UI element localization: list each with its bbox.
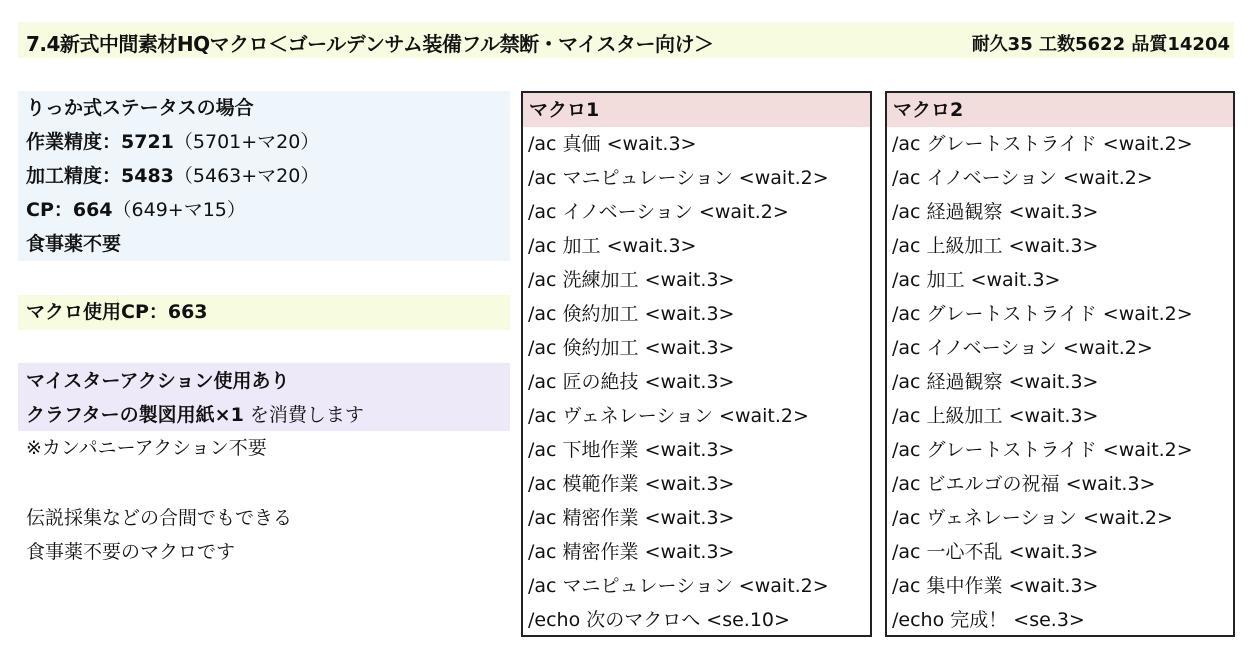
macro2-panel [885, 91, 1235, 637]
cp-line [26, 193, 246, 227]
meister-consume: を消費します [243, 404, 364, 426]
macro2-line: /ac 集中作業 <wait.3> [892, 575, 1099, 597]
macro2-line: /ac グレートストライド <wait.2> [892, 303, 1193, 325]
macro2-line: /ac 一心不乱 <wait.3> [892, 541, 1099, 563]
macro1-line: /ac 下地作業 <wait.3> [528, 439, 735, 461]
meister-line2 [26, 398, 364, 432]
cp-label: CP：664 [26, 199, 113, 221]
macro1-line: /ac 匠の絶技 <wait.3> [528, 371, 735, 393]
macro2-line: /ac 加工 <wait.3> [892, 269, 1061, 291]
macro2-line: /echo 完成！ <se.3> [892, 609, 1085, 631]
macro1-line: /ac 倹約加工 <wait.3> [528, 337, 735, 359]
macro1-line: /ac 倹約加工 <wait.3> [528, 303, 735, 325]
macro1-line: /ac マニピュレーション <wait.2> [528, 575, 829, 597]
control-line [26, 159, 319, 193]
macro2-title: マクロ2 [887, 93, 1233, 127]
macro2-line: /ac イノベーション <wait.2> [892, 337, 1153, 359]
control-label: 加工精度：5483 [26, 165, 174, 187]
company-action-note: ※カンパニーアクション不要 [26, 437, 267, 459]
macro1-line: /ac 精密作業 <wait.3> [528, 541, 735, 563]
craftsmanship-label: 作業精度：5721 [26, 131, 174, 153]
status-heading: りっか式ステータスの場合 [26, 97, 254, 119]
cp-note: （649+マ15） [112, 199, 246, 221]
macro1-line: /echo 次のマクロへ <se.10> [528, 609, 790, 631]
macro1-line: /ac イノベーション <wait.2> [528, 201, 789, 223]
macro2-line: /ac イノベーション <wait.2> [892, 167, 1153, 189]
macro1-line: /ac ヴェネレーション <wait.2> [528, 405, 809, 427]
page-header [18, 22, 1234, 58]
craftsmanship-line [26, 125, 319, 159]
macro1-line: /ac 真価 <wait.3> [528, 133, 697, 155]
macro2-line: /ac 経過観察 <wait.3> [892, 201, 1099, 223]
macro1-title: マクロ1 [523, 93, 870, 127]
macro-cp: マクロ使用CP：663 [26, 301, 208, 323]
macro2-line: /ac 上級加工 <wait.3> [892, 405, 1099, 427]
macro2-line: /ac グレートストライド <wait.2> [892, 133, 1193, 155]
macro2-line: /ac ビエルゴの祝福 <wait.3> [892, 473, 1156, 495]
macro2-line: /ac 経過観察 <wait.3> [892, 371, 1099, 393]
food-note: 食事薬不要 [26, 233, 122, 255]
macro2-line: /ac グレートストライド <wait.2> [892, 439, 1193, 461]
meister-line1: マイスターアクション使用あり [26, 370, 290, 392]
macro1-panel [521, 91, 872, 637]
macro1-line: /ac マニピュレーション <wait.2> [528, 167, 829, 189]
macro1-line: /ac 加工 <wait.3> [528, 235, 697, 257]
macro1-line: /ac 精密作業 <wait.3> [528, 507, 735, 529]
note-line2: 食事薬不要のマクロです [26, 541, 236, 563]
control-note: （5463+マ20） [173, 165, 320, 187]
recipe-stats: 耐久35 工数5622 品質14204 [971, 34, 1230, 55]
macro2-line: /ac ヴェネレーション <wait.2> [892, 507, 1173, 529]
macro2-line: /ac 上級加工 <wait.3> [892, 235, 1099, 257]
macro1-line: /ac 洗練加工 <wait.3> [528, 269, 735, 291]
macro1-line: /ac 模範作業 <wait.3> [528, 473, 735, 495]
craftsmanship-note: （5701+マ20） [173, 131, 320, 153]
note-line1: 伝説採集などの合間でもできる [26, 507, 293, 529]
meister-item: クラフターの製図用紙×1 [26, 404, 244, 426]
page-title: 7.4新式中間素材HQマクロ＜ゴールデンサム装備フル禁断・マイスター向け＞ [26, 32, 714, 56]
